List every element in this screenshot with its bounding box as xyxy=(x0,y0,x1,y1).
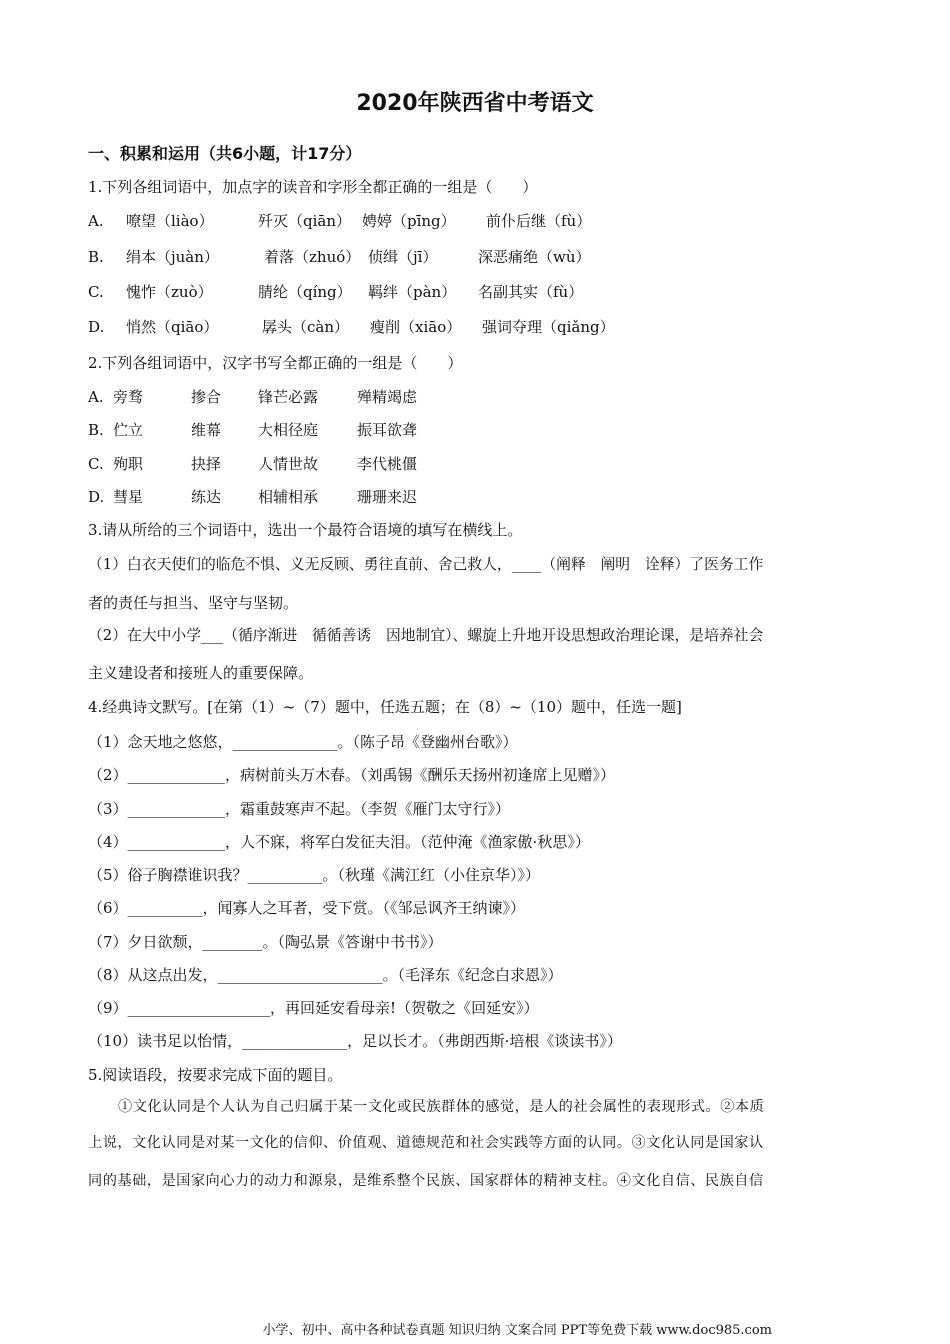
q1-option-c: C. 愧怍（zuò） 腈纶（qíng） 羁绊（pàn） 名副其实（fù） xyxy=(88,283,584,301)
page-footer: 小学、初中、高中各种试卷真题 知识归纳 文案合同 PPT等免费下载 www.doc985.com xyxy=(262,1323,772,1338)
q1-option-d: D. 悄然（qiāo） 孱头（càn） 瘦削（xiāo） 强词夺理（qiǎng） xyxy=(88,318,615,336)
q2-stem: 2.下列各组词语中，汉字书写全都正确的一组是（ ） xyxy=(88,354,463,372)
q4-stem: 4.经典诗文默写。[在第（1）~（7）题中，任选五题；在（8）~（10）题中，任选一题] xyxy=(88,698,682,716)
q2-option-d: D. 彗星 练达 相辅相承 珊珊来迟 xyxy=(88,488,418,506)
q4-line: （3）_____________，霜重鼓寒声不起。（李贺《雁门太守行》） xyxy=(88,800,511,818)
q3-part2-line1: （2）在大中小学___（循序渐进 循循善诱 因地制宜）、螺旋上升地开设思想政治理论课，是培养社会 xyxy=(88,627,764,644)
q3-part1-line1: （1）白衣天使们的临危不惧、义无反顾、勇往直前、舍己救人，____（阐释 阐明 诠释）了医务工作 xyxy=(88,556,764,573)
q2-option-a: A. 旁骛 掺合 锋芒必露 殚精竭虑 xyxy=(88,388,418,406)
q4-line: （4）_____________，人不寐，将军白发征夫泪。（范仲淹《渔家傲·秋思》） xyxy=(88,833,590,851)
q5-passage-line: 上说，文化认同是对某一文化的信仰、价值观、道德规范和社会实践等方面的认同。③文化认同是国家认 xyxy=(88,1135,764,1151)
q4-line: （1）念天地之悠悠，______________。（陈子昂《登幽州台歌》） xyxy=(88,733,518,751)
q4-line: （5）俗子胸襟谁识我？__________。（秋瑾《满江红（小住京华）》） xyxy=(88,866,541,884)
q3-part1-line2: 者的责任与担当、坚守与坚韧。 xyxy=(88,594,299,612)
q3-stem: 3.请从所给的三个词语中，选出一个最符合语境的填写在横线上。 xyxy=(88,521,523,539)
q4-line: （9）___________________，再回延安看母亲!（贺敬之《回延安》） xyxy=(88,999,539,1017)
q1-option-a: A. 嘹望（liào） 歼灭（qiān） 娉婷（pīng） 前仆后继（fù） xyxy=(88,212,592,230)
q5-passage-line: 同的基础，是国家向心力的动力和源泉，是维系整个民族、国家群体的精神支柱。④文化自信、民族自信 xyxy=(88,1173,764,1189)
q5-stem: 5.阅读语段，按要求完成下面的题目。 xyxy=(88,1066,343,1084)
section-heading: 一、积累和运用（共6小题，计17分） xyxy=(88,144,362,163)
q4-line: （8）从这点出发，______________________。（毛泽东《纪念白求恩》） xyxy=(88,966,563,984)
page-title: 2020年陕西省中考语文 xyxy=(356,91,594,116)
q3-part2-line2: 主义建设者和接班人的重要保障。 xyxy=(88,664,314,682)
q1-stem: 1.下列各组词语中，加点字的读音和字形全都正确的一组是（ ） xyxy=(88,178,538,196)
q1-option-b: B. 绢本（juàn） 着落（zhuó） 侦缉（jī） 深恶痛绝（wù） xyxy=(88,248,591,266)
q4-line: （2）_____________，病树前头万木春。（刘禹锡《酬乐天扬州初逢席上见赠》） xyxy=(88,766,616,784)
q4-line: （10）读书足以怡情，______________，足以长才。（弗朗西斯·培根《谈读书》） xyxy=(88,1032,622,1050)
q5-passage-line: ①文化认同是个人认为自己归属于某一文化或民族群体的感觉，是人的社会属性的表现形式。②本质 xyxy=(118,1099,765,1115)
q2-option-b: B. 伫立 维幕 大相径庭 振耳欲聋 xyxy=(88,421,418,439)
q4-line: （6）__________，闻寡人之耳者，受下赏。（《邹忌讽齐王纳谏》） xyxy=(88,899,526,917)
q2-option-c: C. 殉职 抉择 人情世故 李代桃僵 xyxy=(88,455,418,473)
q4-line: （7）夕日欲颓，________。（陶弘景《答谢中书书》） xyxy=(88,933,443,951)
